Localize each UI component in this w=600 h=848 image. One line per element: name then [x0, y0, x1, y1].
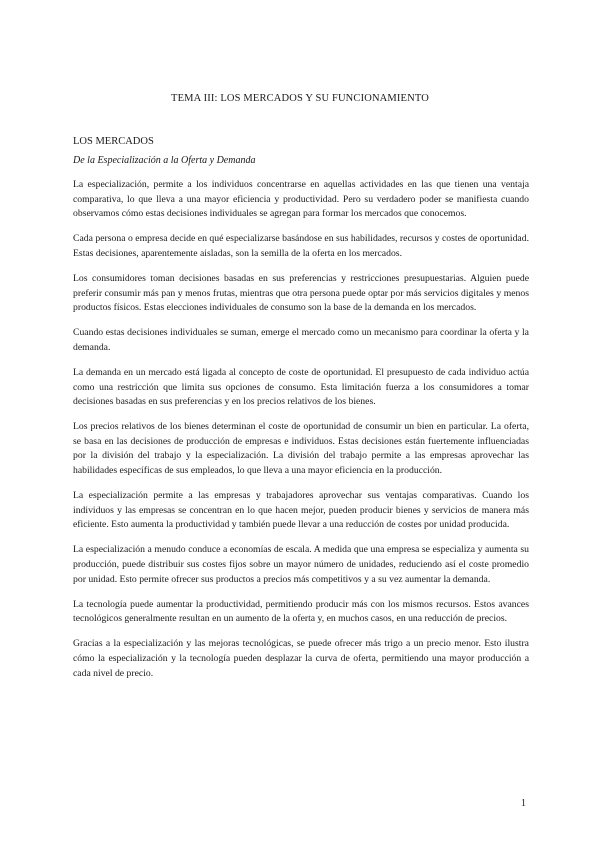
body-text	[73, 178, 529, 692]
paragraph: Cuando estas decisiones individuales se suman, emerge el mercado como un mecanismo para coordinar la oferta y la demanda.	[73, 327, 529, 353]
paragraph: La especialización a menudo conduce a economías de escala. A medida que una empresa se especializa y aumenta su producción, puede distribuir sus costes fijos sobre un mayor número de unidades, reduciendo así el coste promedio por unidad. Esto permite ofrecer sus productos a precios más competitivos y a su vez aumentar la demanda.	[73, 544, 529, 585]
page-number: 1	[521, 798, 526, 809]
paragraph: Cada persona o empresa decide en qué especializarse basándose en sus habilidades, recursos y costes de oportunidad. Estas decisiones, aparentemente aisladas, son la semilla de la oferta en los mercados.	[73, 233, 529, 259]
paragraph: Los precios relativos de los bienes determinan el coste de oportunidad de consumir un bien en particular. La oferta, se basa en las decisiones de producción de empresas e individuos. Estas decisiones están fuertemente influenciadas por la división del trabajo y la especialización. La división del trabajo permite a las empresas aprovechar las habilidades específicas de sus empleados, lo que lleva a una mayor eficiencia en la producción.	[73, 421, 529, 476]
paragraph: Los consumidores toman decisiones basadas en sus preferencias y restricciones presupuestarias. Alguien puede preferir consumir más pan y menos frutas, mientras que otra persona puede optar por más servicios digitales y menos productos físicos. Estas elecciones individuales de consumo son la base de la demanda en los mercados.	[73, 272, 529, 314]
paragraph: La especialización permite a las empresas y trabajadores aprovechar sus ventajas comparativas. Cuando los individuos y las empresas se concentran en lo que hacen mejor, pueden producir bienes y servicios de manera más eficiente. Esto aumenta la productividad y también puede llevar a una reducción de costes por unidad producida.	[73, 490, 529, 531]
subheading: De la Especialización a la Oferta y Demanda	[73, 155, 256, 166]
paragraph: La tecnología puede aumentar la productividad, permitiendo producir más con los mismos recursos. Estos avances tecnológicos generalmente resultan en un aumento de la oferta y, en muchos casos, en una reducción de precios.	[73, 598, 529, 625]
paragraph: Gracias a la especialización y las mejoras tecnológicas, se puede ofrecer más trigo a un precio menor. Esto ilustra cómo la especialización y la tecnología pueden desplazar la curva de oferta, permitiendo una mayor producción a cada nivel de precio.	[73, 638, 529, 679]
document-title: TEMA III: LOS MERCADOS Y SU FUNCIONAMIENTO	[171, 93, 429, 104]
paragraph: La especialización, permite a los individuos concentrarse en aquellas actividades en las que tienen una ventaja comparativa, lo que lleva a una mayor eficiencia y productividad. Pero su verdadero poder se manifiesta cuando observamos cómo estas decisiones individuales se agregan para formar los mercados que conocemos.	[73, 179, 529, 220]
section-heading: LOS MERCADOS	[73, 136, 154, 147]
paragraph: La demanda en un mercado está ligada al concepto de coste de oportunidad. El presupuesto de cada individuo actúa como una restricción que limita sus opciones de consumo. Esta limitación fuerza a los consumidores a tomar decisiones basadas en sus preferencias y en los precios relativos de los bienes.	[73, 366, 529, 408]
